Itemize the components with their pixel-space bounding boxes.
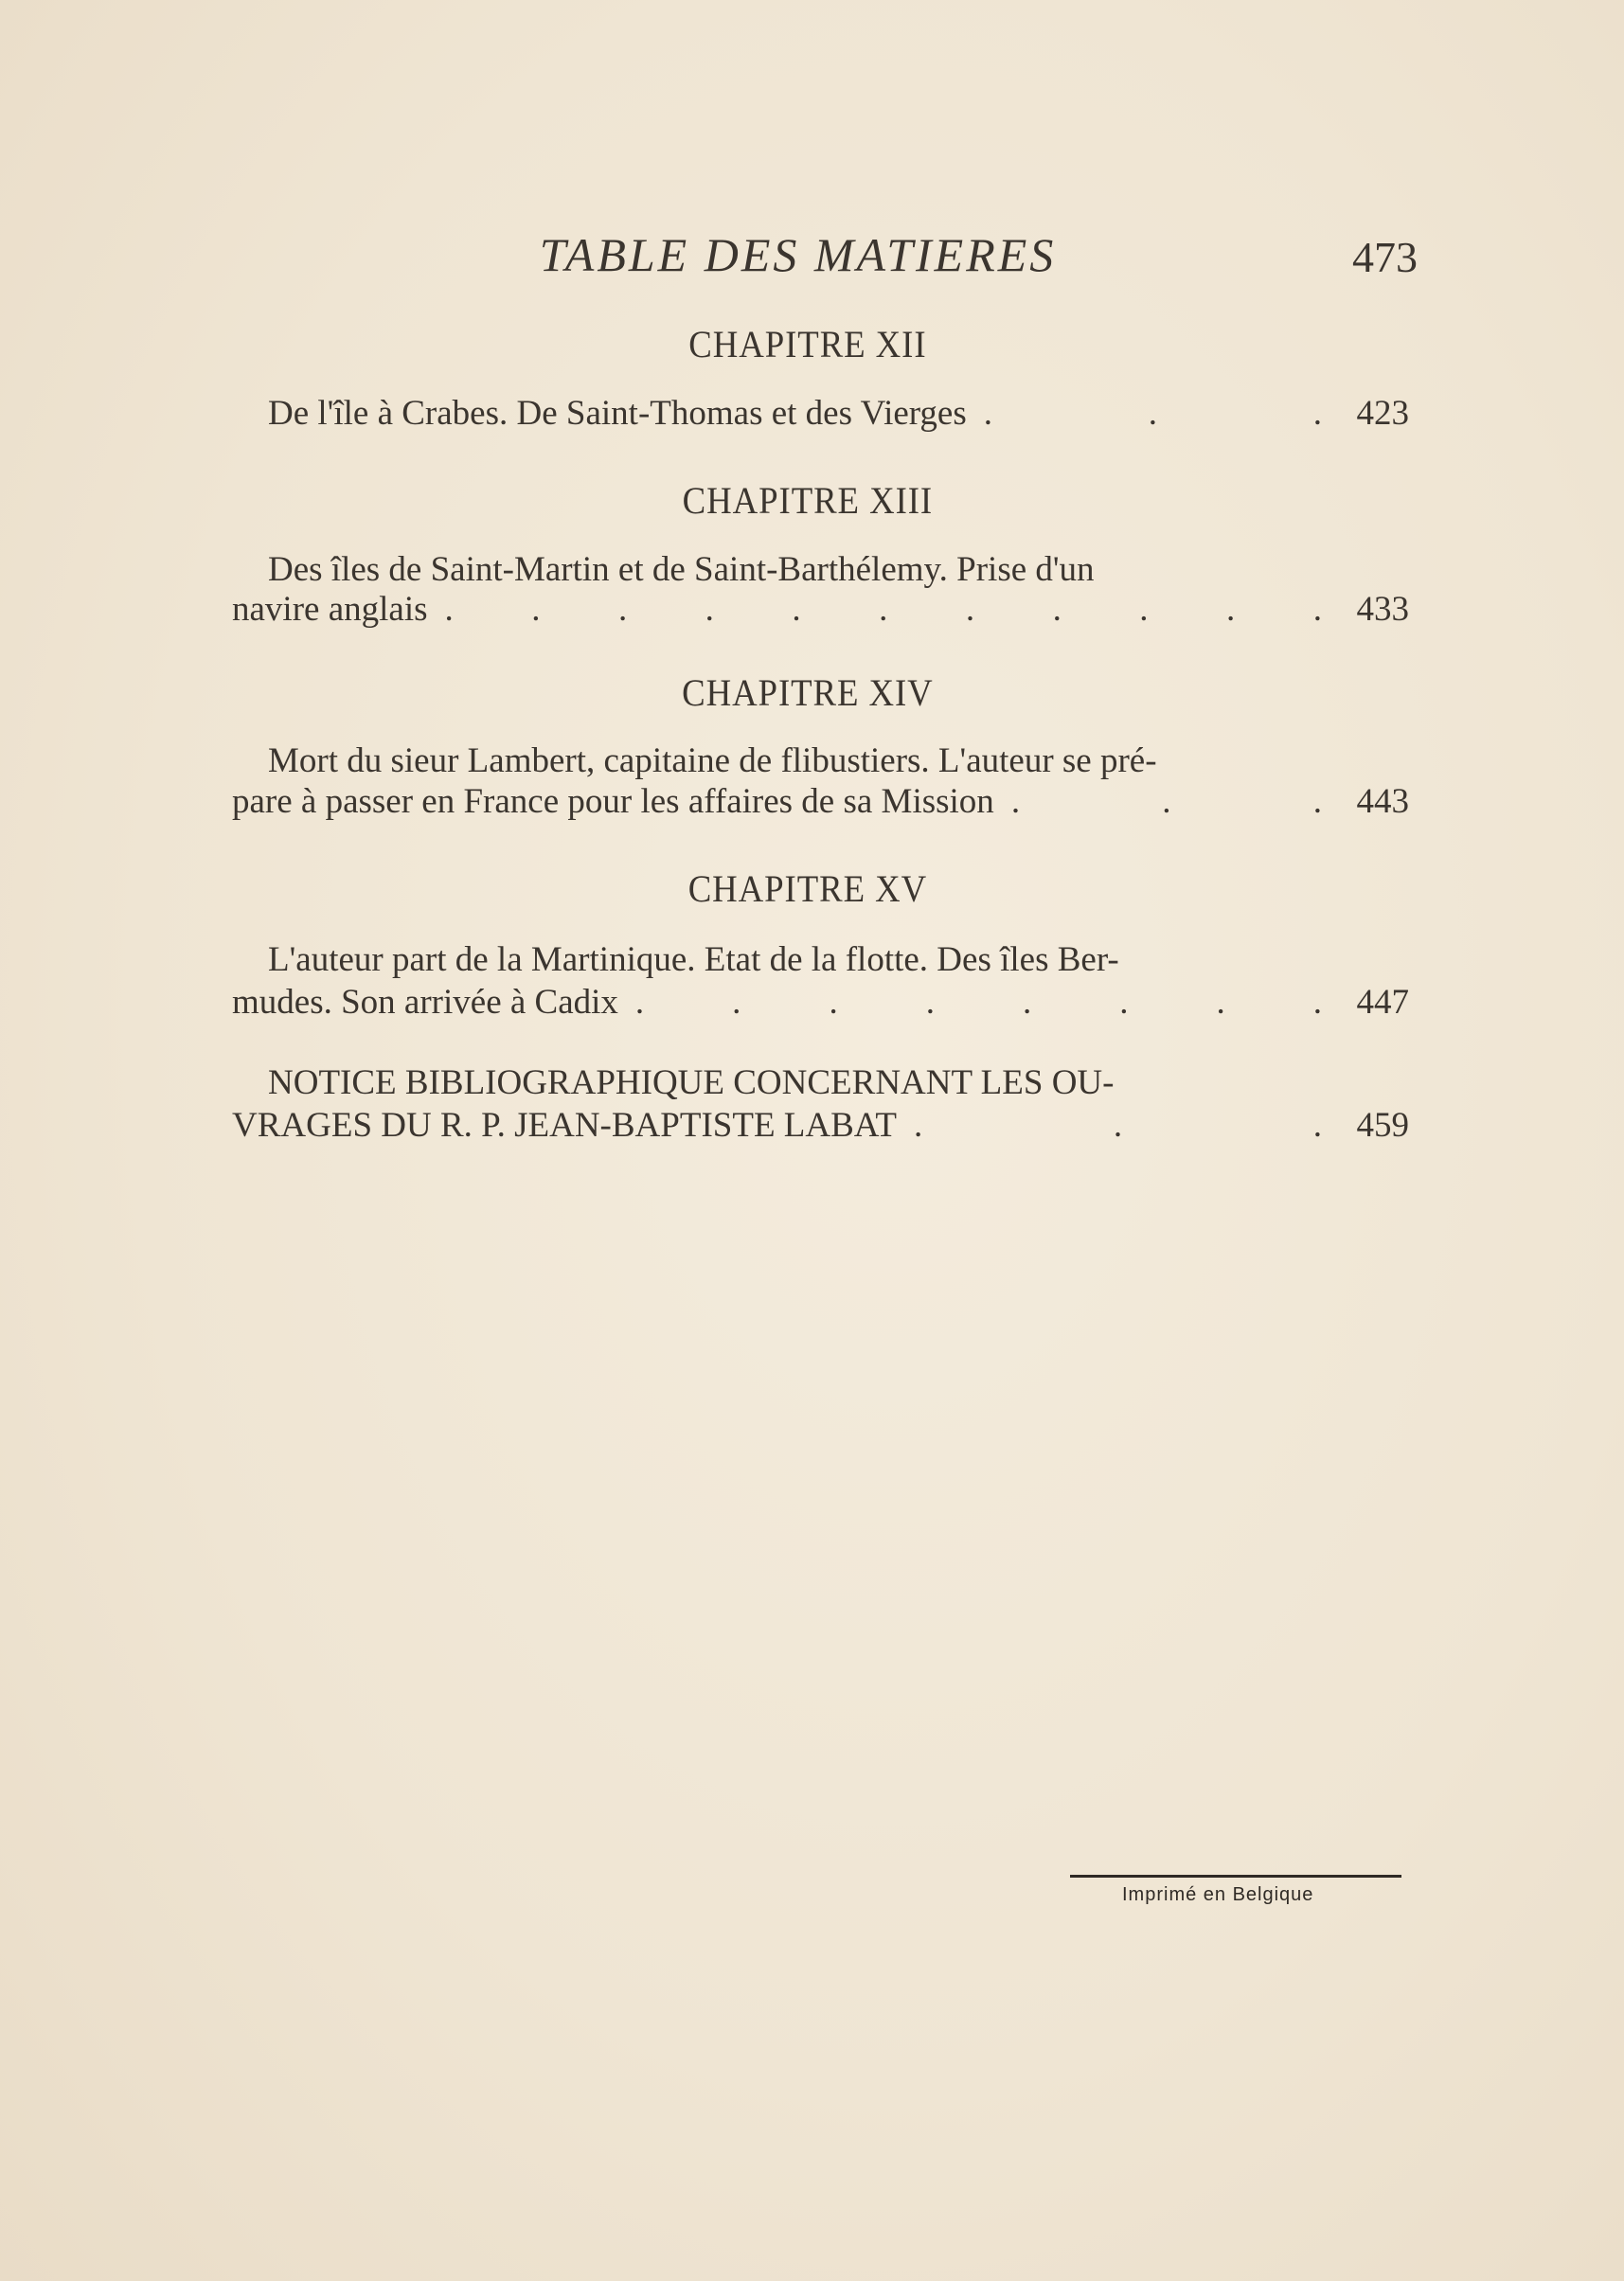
dot-leader: . . . bbox=[914, 1106, 1322, 1145]
chapter-heading: CHAPITRE XV bbox=[687, 867, 928, 910]
entry-page: 433 bbox=[1356, 590, 1409, 629]
chapter-heading: CHAPITRE XIV bbox=[682, 671, 934, 714]
toc-entry-line[interactable] bbox=[232, 1105, 1409, 1146]
entry-text: VRAGES DU R. P. JEAN-BAPTISTE LABAT bbox=[232, 1106, 898, 1145]
entry-text: navire anglais bbox=[232, 590, 428, 629]
entry-text: pare à passer en France pour les affaires de sa Mission bbox=[232, 782, 994, 821]
entry-text: mudes. Son arrivée à Cadix bbox=[232, 983, 618, 1022]
chapter-heading: CHAPITRE XII bbox=[688, 323, 927, 365]
chapter-heading: CHAPITRE XIII bbox=[682, 479, 934, 522]
toc-entry-line[interactable]: Mort du sieur Lambert, capitaine de flibustiers. L'auteur se pré- bbox=[268, 741, 1157, 780]
toc-entry-line[interactable] bbox=[232, 781, 1409, 822]
entry-page: 447 bbox=[1356, 983, 1409, 1022]
footer-rule bbox=[1070, 1875, 1401, 1878]
entry-text: De l'île à Crabes. De Saint-Thomas et des Vierges bbox=[268, 394, 967, 433]
entry-page: 423 bbox=[1356, 394, 1409, 433]
running-title: TABLE DES MATIERES bbox=[539, 228, 1057, 281]
dot-leader: . . . . . . . . bbox=[634, 983, 1322, 1022]
dot-leader: . . . . . . . . . . . bbox=[444, 590, 1322, 629]
toc-entry-line[interactable] bbox=[232, 589, 1409, 630]
entry-page: 443 bbox=[1356, 782, 1409, 821]
toc-entry-line[interactable] bbox=[232, 982, 1409, 1023]
toc-entry-line[interactable] bbox=[268, 393, 1409, 434]
imprint: Imprimé en Belgique bbox=[1122, 1884, 1314, 1905]
toc-entry-line[interactable]: Des îles de Saint-Martin et de Saint-Barthélemy. Prise d'un bbox=[268, 550, 1095, 589]
toc-entry-line[interactable]: L'auteur part de la Martinique. Etat de la flotte. Des îles Ber- bbox=[268, 940, 1119, 979]
toc-entry-line[interactable]: NOTICE BIBLIOGRAPHIQUE CONCERNANT LES OU- bbox=[268, 1063, 1115, 1102]
dot-leader: . . . bbox=[983, 394, 1322, 433]
entry-page: 459 bbox=[1356, 1106, 1409, 1145]
page-number: 473 bbox=[1352, 233, 1418, 281]
dot-leader: . . . bbox=[1010, 782, 1322, 821]
